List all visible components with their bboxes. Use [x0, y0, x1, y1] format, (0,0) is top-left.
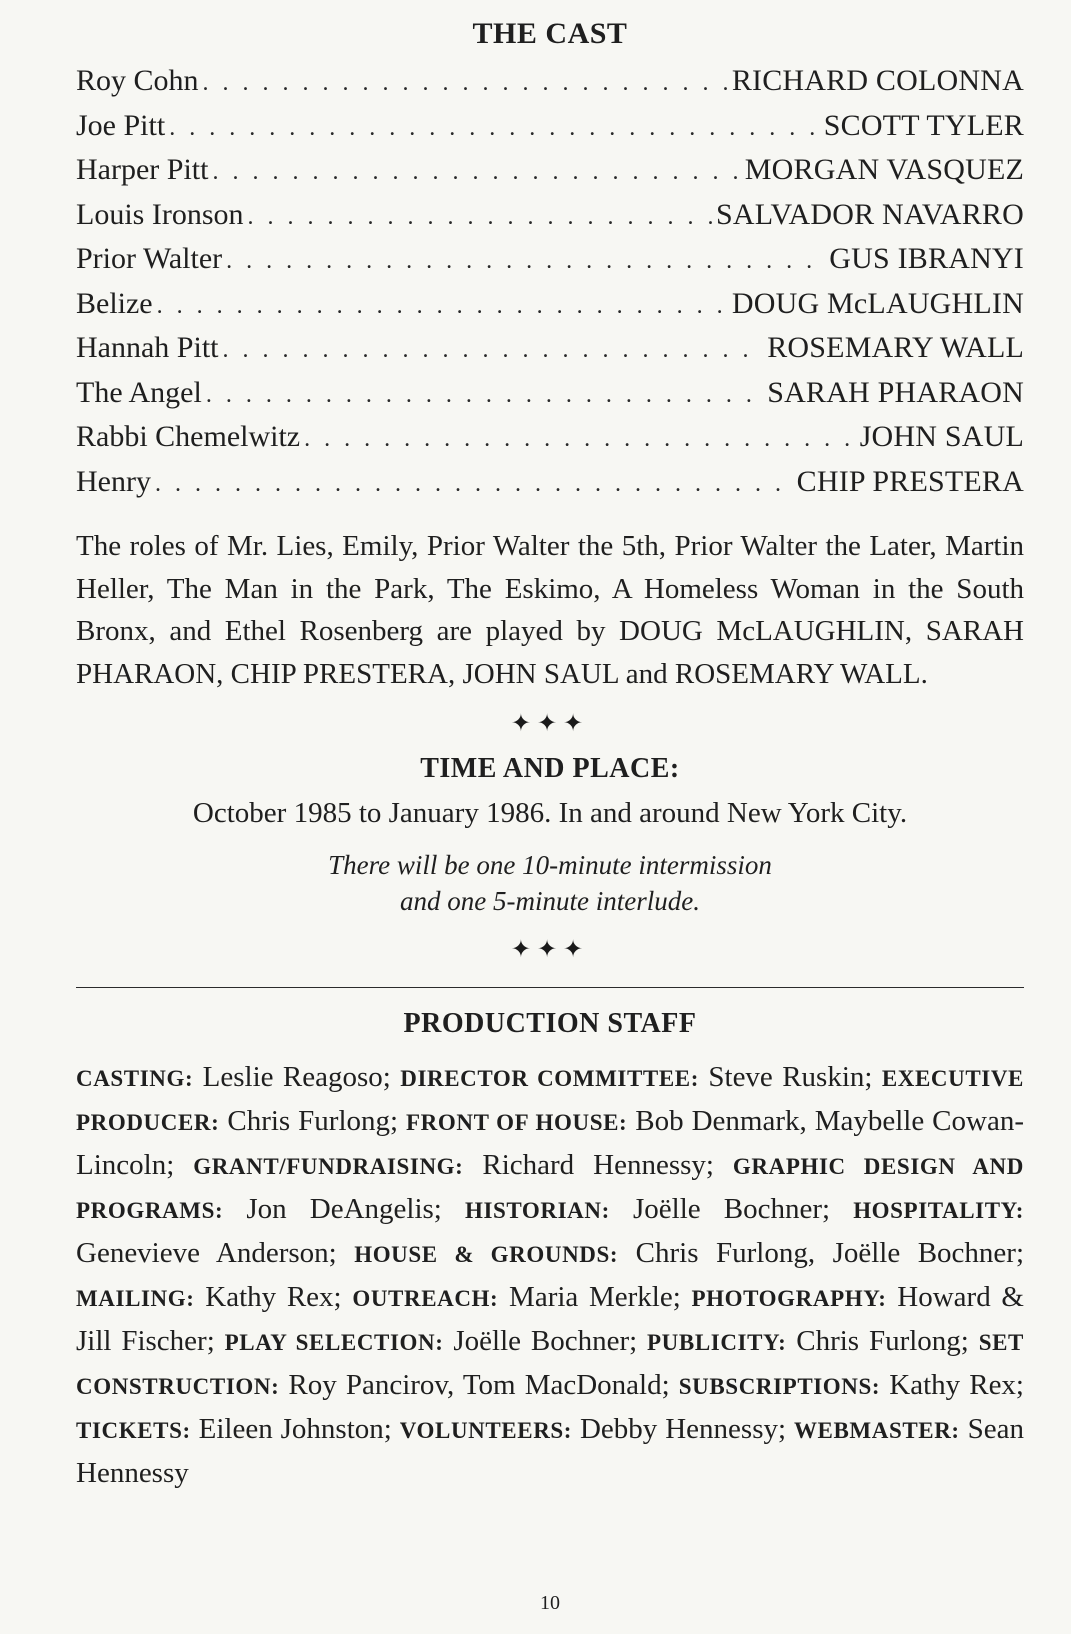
cast-actor: MORGAN VASQUEZ [744, 153, 1024, 186]
cast-role: Louis Ironson [76, 197, 244, 231]
cast-row [76, 242, 1024, 287]
staff-label: VOLUNTEERS: [399, 1418, 573, 1443]
staff-names: Steve Ruskin; [698, 1061, 882, 1093]
staff-names: Joëlle Bochner; [443, 1325, 648, 1357]
cast-role: Belize [76, 286, 153, 320]
time-place-title: TIME AND PLACE: [420, 753, 680, 784]
cast-row [76, 109, 1024, 154]
staff-label: DIRECTOR COMMITTEE: [400, 1066, 699, 1091]
leader-dots [155, 472, 793, 496]
cast-role: Hannah Pitt [76, 331, 219, 364]
staff-names: Kathy Rex; [194, 1281, 353, 1313]
cast-role: Roy Cohn [76, 64, 199, 97]
staff-names: Kathy Rex; [880, 1369, 1024, 1401]
cast-actor: SARAH PHARAON [767, 375, 1024, 409]
staff-label: HOSPITALITY: [853, 1198, 1024, 1223]
leader-dots [304, 427, 856, 451]
cast-row [76, 287, 1024, 332]
leader-dots [169, 116, 820, 140]
staff-names: Chris Furlong, Joëlle Bochner; [618, 1237, 1025, 1269]
cast-list [76, 64, 1024, 509]
cast-actor: DOUG McLAUGHLIN [731, 286, 1024, 320]
leader-dots [223, 338, 764, 362]
cast-row [76, 420, 1024, 465]
staff-label: FRONT OF HOUSE: [406, 1110, 628, 1135]
cast-row [76, 198, 1024, 243]
staff-label: HISTORIAN: [464, 1198, 610, 1223]
leader-dots [248, 205, 712, 229]
cast-actor: RICHARD COLONNA [731, 64, 1024, 97]
cast-role: Rabbi Chemelwitz [76, 420, 301, 453]
horizontal-rule [76, 987, 1024, 988]
cast-role: Prior Walter [76, 242, 223, 275]
staff-names: Sean Hennessy [76, 1413, 1024, 1489]
cast-actor: ROSEMARY WALL [767, 331, 1024, 364]
cast-actor: CHIP PRESTERA [796, 464, 1024, 498]
staff-names: Chris Furlong; [219, 1105, 407, 1137]
staff-names: Howard & Jill Fischer; [76, 1281, 1024, 1357]
staff-label: MAILING: [76, 1286, 195, 1311]
cast-row [76, 465, 1024, 510]
ornament-divider: ✦✦✦ [510, 711, 590, 737]
cast-row [76, 153, 1024, 198]
program-page [76, 14, 1024, 1620]
cast-actor: SCOTT TYLER [823, 108, 1024, 142]
cast-row [76, 331, 1024, 376]
staff-names: Maria Merkle; [498, 1281, 692, 1313]
staff-names: Jon DeAngelis; [223, 1193, 465, 1225]
staff-names: Leslie Reagoso; [193, 1061, 401, 1093]
cast-role: Henry [76, 464, 151, 498]
time-place-text: October 1985 to January 1986. In and around New York City. [192, 797, 908, 829]
staff-label: GRAPHIC DESIGN AND PROGRAMS: [76, 1154, 1024, 1223]
cast-title: THE CAST [472, 17, 628, 50]
staff-names: Joëlle Bochner; [609, 1193, 854, 1225]
staff-label: HOUSE & GROUNDS: [354, 1242, 619, 1267]
staff-names: Richard Hennessy; [463, 1149, 733, 1181]
staff-label: SET CONSTRUCTION: [76, 1330, 1024, 1399]
staff-label: PUBLICITY: [647, 1330, 787, 1355]
leader-dots [157, 294, 728, 318]
leader-dots [212, 160, 740, 184]
cast-role: Joe Pitt [76, 108, 166, 142]
page-number: 10 [540, 1592, 560, 1614]
staff-label: SUBSCRIPTIONS: [678, 1374, 881, 1399]
ornament-divider: ✦✦✦ [510, 937, 590, 963]
interlude-line: and one 5-minute interlude. [400, 886, 700, 916]
staff-label: OUTREACH: [352, 1286, 499, 1311]
cast-row [76, 64, 1024, 109]
staff-names: Debby Hennessy; [572, 1413, 794, 1445]
cast-row [76, 376, 1024, 421]
staff-names: Chris Furlong; [786, 1325, 979, 1357]
production-staff-list [76, 1056, 1024, 1495]
staff-names: Bob Denmark, Maybelle Cowan-Lincoln; [76, 1105, 1024, 1181]
intermission-note [76, 847, 1024, 919]
staff-label: TICKETS: [76, 1418, 191, 1443]
cast-actor: GUS IBRANYI [829, 242, 1024, 275]
roles-note: The roles of Mr. Lies, Emily, Prior Walter the 5th, Prior Walter the Later, Martin Heller, The Man in the Park, The Eskimo, A Homeless Woman in the South Bronx, and Ethel Rosenberg are played by DOUG McLAUGHLIN, SARAH PHARAON, CHIP PRESTERA, JOHN SAUL and ROSEMARY WALL. [76, 530, 1024, 690]
cast-role: Harper Pitt [76, 153, 209, 186]
cast-role: The Angel [76, 375, 202, 409]
leader-dots [226, 249, 825, 273]
staff-label: PHOTOGRAPHY: [691, 1286, 887, 1311]
staff-label: EXECUTIVE PRODUCER: [76, 1066, 1024, 1135]
cast-actor: JOHN SAUL [859, 420, 1024, 453]
cast-actor: SALVADOR NAVARRO [715, 197, 1024, 231]
staff-names: Roy Pancirov, Tom MacDonald; [279, 1369, 679, 1401]
production-staff-title: PRODUCTION STAFF [403, 1008, 697, 1039]
staff-label: GRANT/FUNDRAISING: [193, 1154, 464, 1179]
leader-dots [203, 71, 728, 95]
intermission-line: There will be one 10-minute intermission [328, 850, 772, 880]
staff-names: Genevieve Anderson; [76, 1237, 355, 1269]
staff-names: Eileen Johnston; [190, 1413, 400, 1445]
staff-label: PLAY SELECTION: [224, 1330, 444, 1355]
leader-dots [206, 383, 763, 407]
staff-label: CASTING: [76, 1066, 194, 1091]
staff-label: WEBMASTER: [793, 1418, 960, 1443]
